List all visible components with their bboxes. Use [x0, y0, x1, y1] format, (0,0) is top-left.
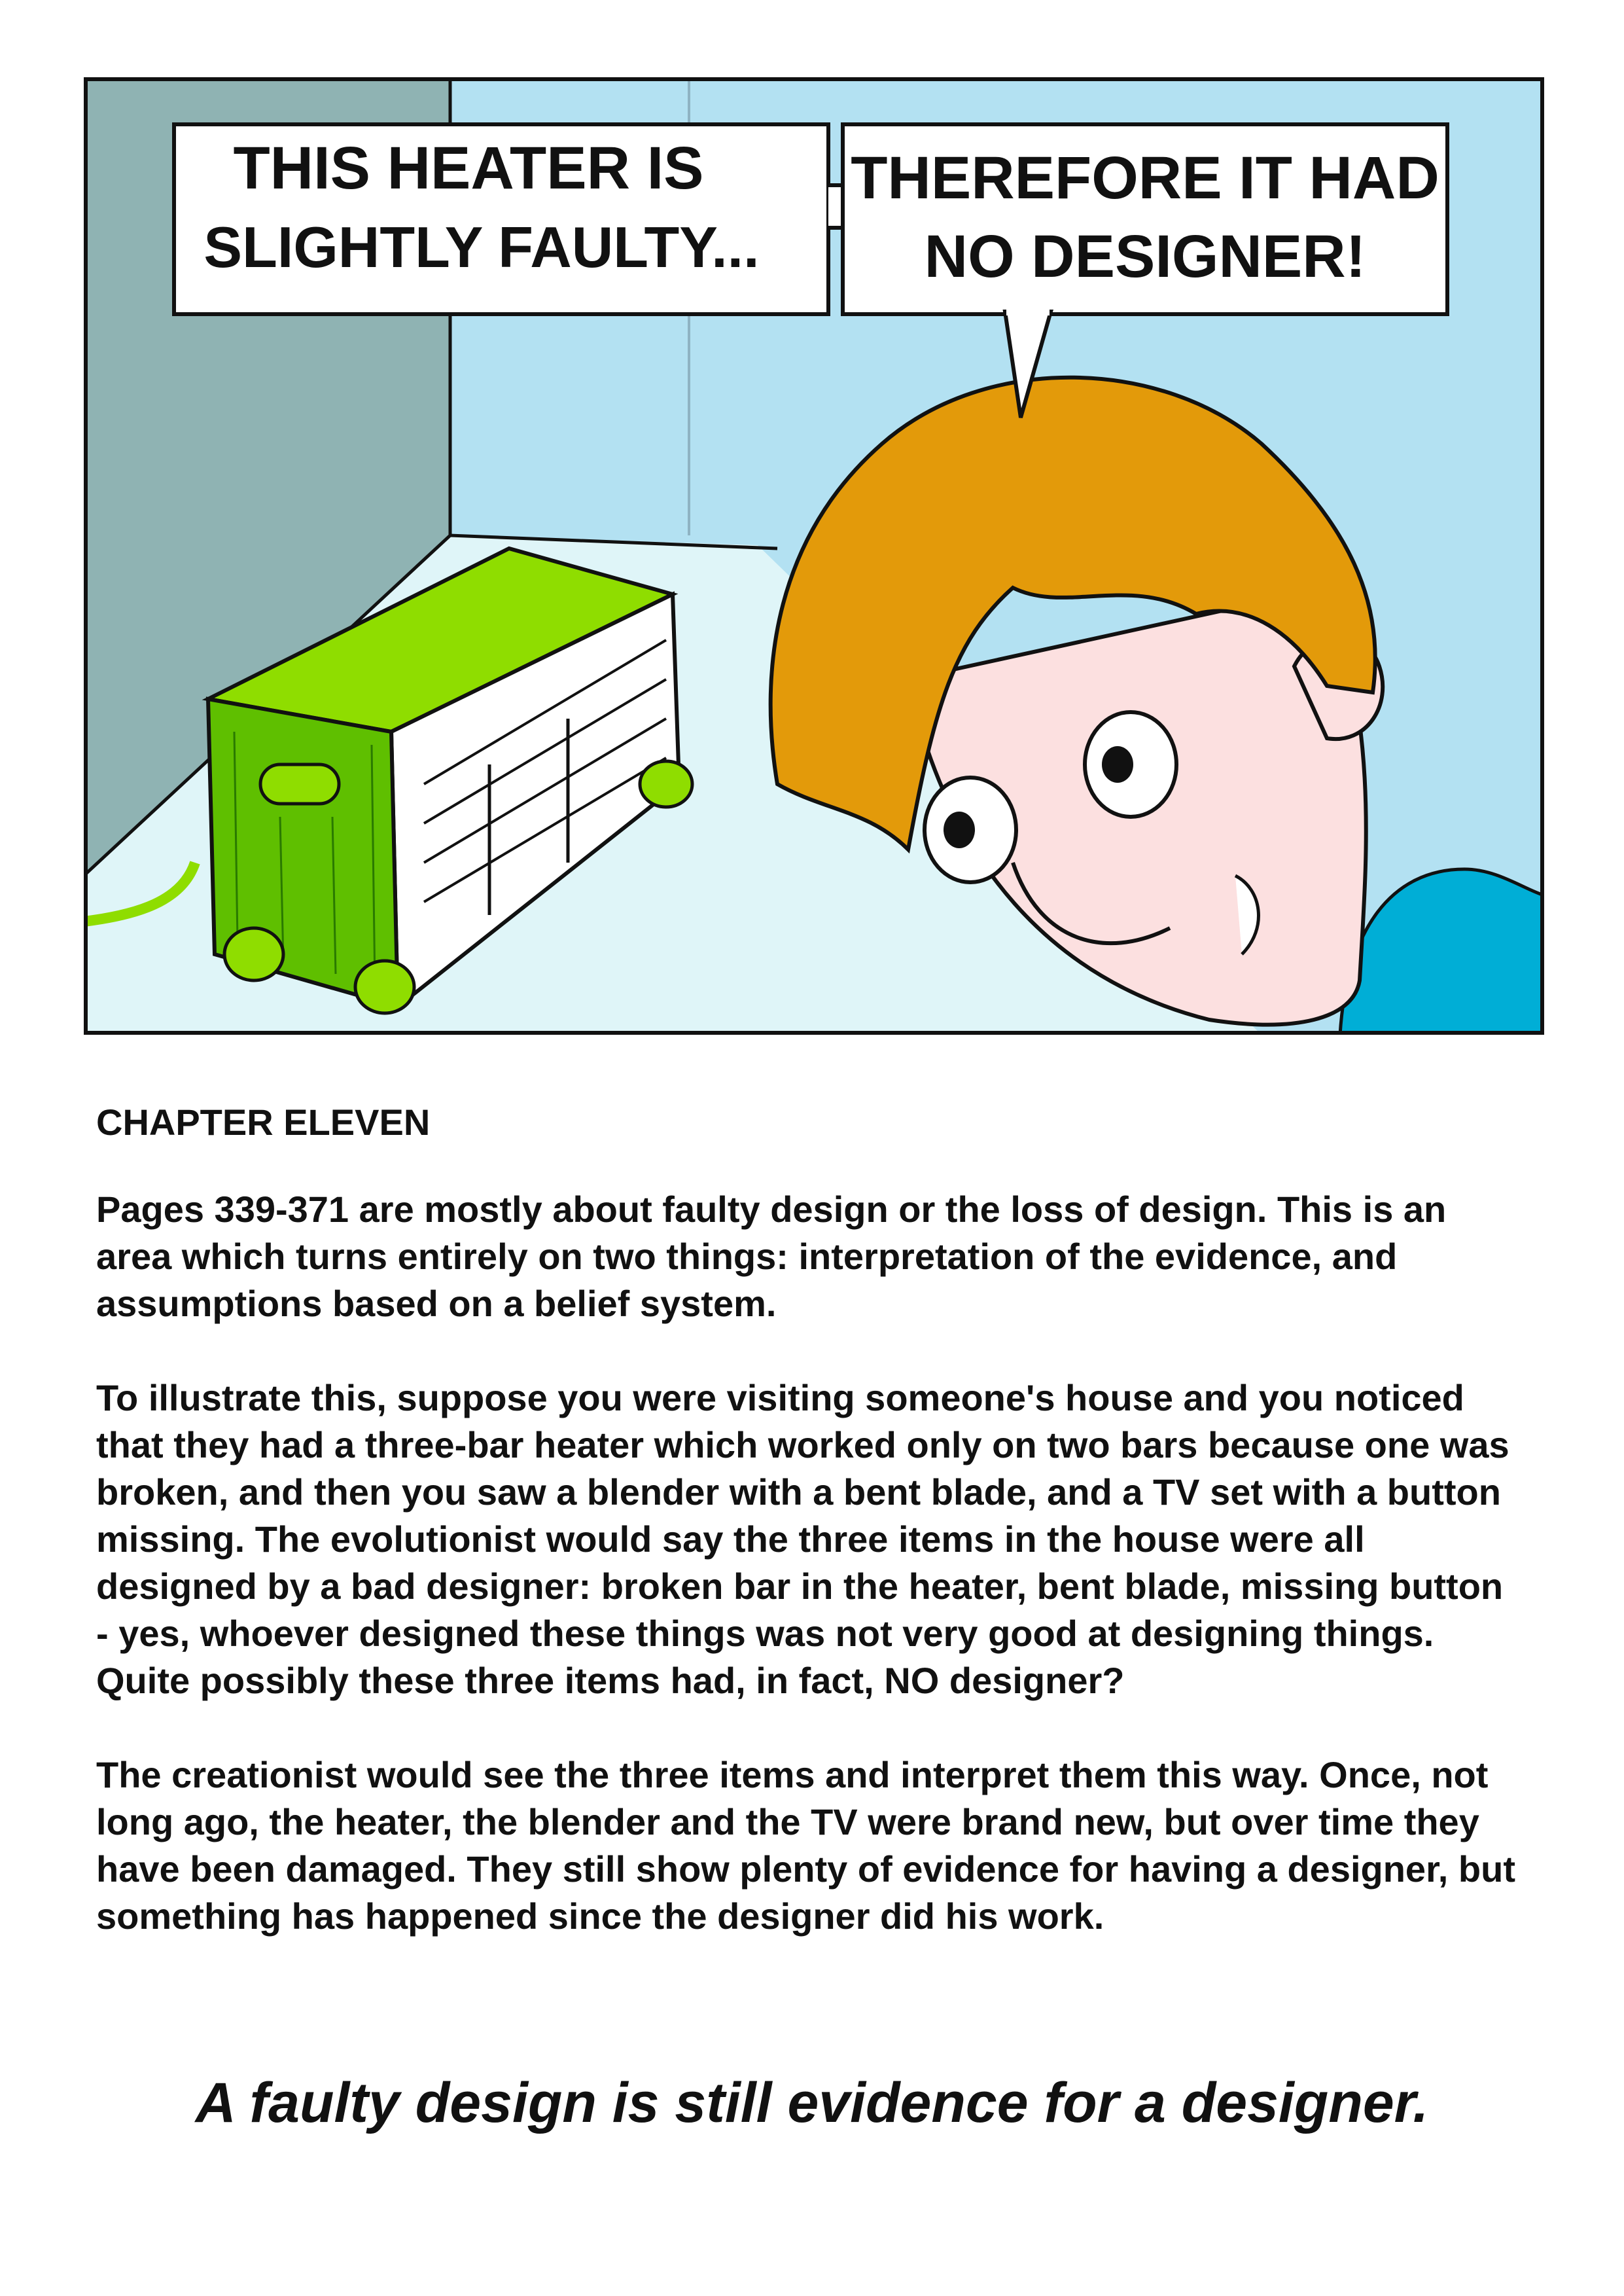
bubble-left-line2: SLIGHTLY FAULTY...: [203, 215, 760, 279]
caption: A faulty design is still evidence for a designer.: [195, 2072, 1429, 2134]
paragraph: To illustrate this, suppose you were visiting someone's house and you noticed that they had a three-bar heater which worked only on two bars because one was broken, and then you saw a blender with a bent blade, and a TV set with a button missing. The evolutionist would say the three items in the house were all designed by a bad designer: broken bar in the heater, bent blade, missing button - yes, whoever designed these things was not very good at designing things. Quite possibly these three items had, in fact, NO designer?: [96, 1377, 1509, 1701]
paragraph: The creationist would see the three items and interpret them this way. Once, not long ago, the heater, the blender and the TV were brand new, but over time they have been damaged. They still show plenty of evidence for having a designer, but something has happened since the designer did his work.: [96, 1754, 1515, 1937]
bubble-right-line2: NO DESIGNER!: [924, 223, 1366, 290]
bubble-left-line1: THIS HEATER IS: [233, 135, 704, 202]
chapter-text: [96, 1100, 1523, 1987]
heater-foot: [640, 761, 692, 807]
heater-foot: [355, 961, 414, 1013]
heater-handle: [260, 764, 339, 804]
paragraph: Pages 339-371 are mostly about faulty design or the loss of design. This is an area which turns entirely on two things: interpretation of the evidence, and assumptions based on a belief system.: [96, 1189, 1447, 1324]
chapter-heading: CHAPTER ELEVEN: [96, 1102, 431, 1143]
bubble-right-line1: THEREFORE IT HAD: [851, 145, 1439, 211]
cartoon-panel: [84, 77, 1544, 1035]
cartoon-illustration: [84, 77, 1544, 1035]
heater-foot: [224, 928, 283, 980]
